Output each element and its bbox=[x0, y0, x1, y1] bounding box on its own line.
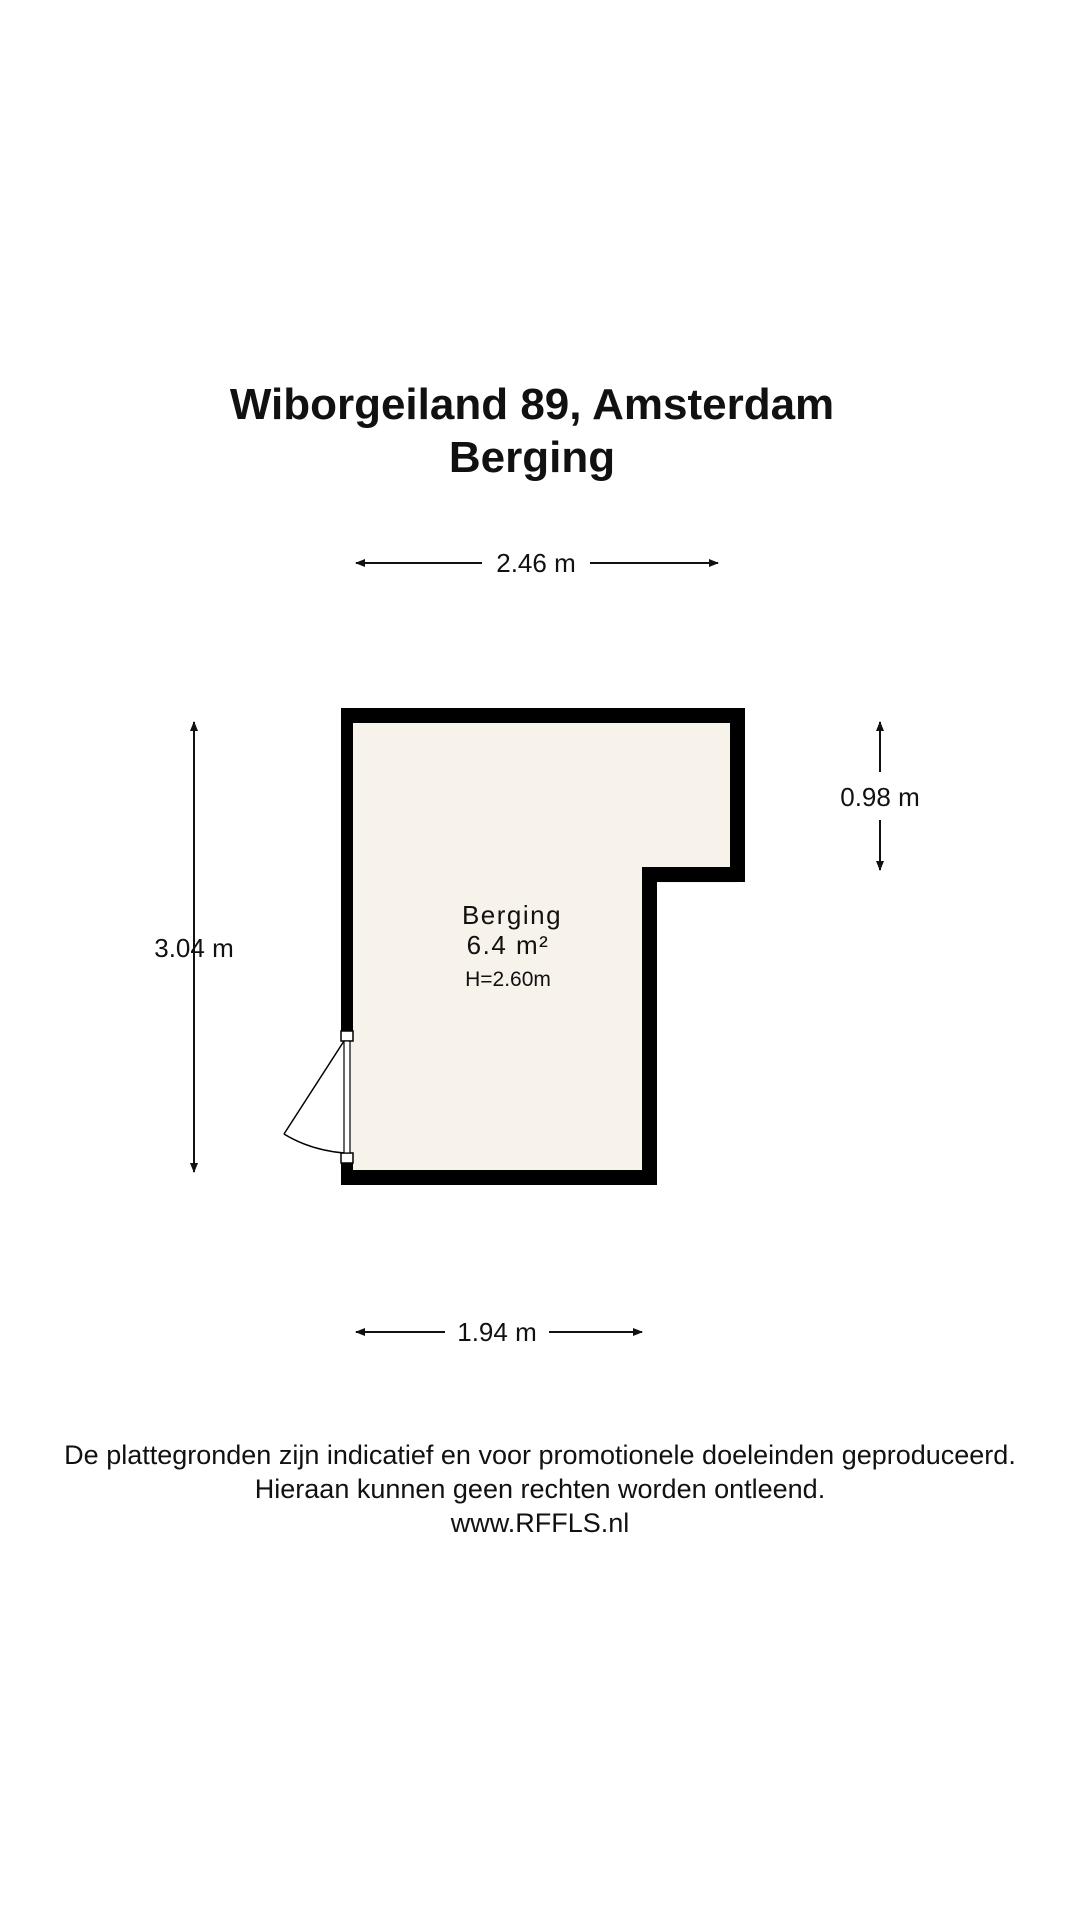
plan-title-floor: Berging bbox=[448, 433, 616, 482]
door-swing-arc bbox=[284, 1134, 344, 1153]
wall-right-lower bbox=[642, 867, 657, 1185]
disclaimer-line-1: De plattegronden zijn indicatief en voor promotionele doeleinden geproduceerd. bbox=[64, 1440, 1016, 1470]
dimension-right-height bbox=[840, 722, 920, 870]
door-jamb-bottom bbox=[341, 1153, 353, 1163]
wall-step bbox=[642, 867, 745, 882]
website-link[interactable]: www.RFFLS.nl bbox=[450, 1508, 630, 1538]
room-name-label: Berging bbox=[461, 900, 563, 930]
wall-bottom bbox=[341, 1170, 657, 1185]
dimension-right-label: 0.98 m bbox=[840, 782, 920, 812]
room-height-label: H=2.60m bbox=[465, 968, 551, 991]
wall-left-upper bbox=[341, 708, 353, 1031]
dimension-bottom-label: 1.94 m bbox=[457, 1317, 537, 1347]
dimension-left-label: 3.04 m bbox=[154, 933, 234, 963]
door bbox=[284, 1031, 353, 1163]
dimension-bottom-width bbox=[356, 1317, 642, 1347]
door-jamb-top bbox=[341, 1031, 353, 1041]
wall-left-lower bbox=[341, 1163, 353, 1185]
dimension-left-height bbox=[154, 722, 234, 1172]
room-area-label: 6.4 m² bbox=[466, 930, 550, 960]
dimension-top-width bbox=[356, 548, 718, 578]
wall-right-upper bbox=[730, 708, 745, 882]
plan-title-address: Wiborgeiland 89, Amsterdam bbox=[229, 380, 835, 429]
dimension-top-label: 2.46 m bbox=[496, 548, 576, 578]
wall-top bbox=[341, 708, 745, 723]
door-leaf bbox=[344, 1041, 350, 1153]
door-open-line bbox=[284, 1041, 344, 1134]
disclaimer-line-2: Hieraan kunnen geen rechten worden ontleend. bbox=[254, 1474, 826, 1504]
